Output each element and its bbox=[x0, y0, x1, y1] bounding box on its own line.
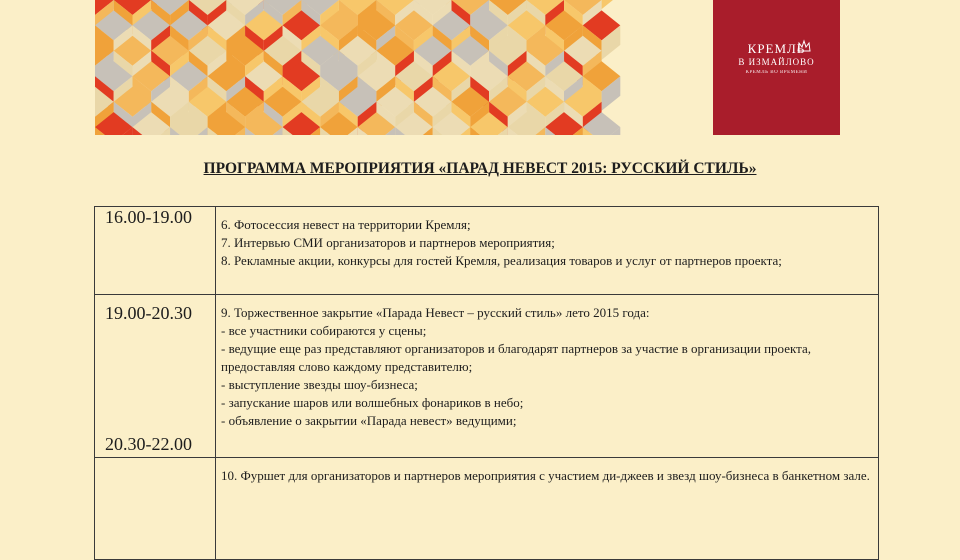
crown-icon bbox=[797, 39, 811, 53]
logo-line-3: КРЕМЛЬ ВО ВРЕМЕНИ bbox=[745, 70, 808, 75]
table-row bbox=[95, 458, 879, 560]
description-line: - все участники собираются у сцены; bbox=[221, 323, 427, 338]
logo-line-1: КРЕМЛЬ bbox=[747, 41, 806, 56]
description-line: - ведущие еще раз представляют организаторов и благодарят партнеров за участие в организации проекта, предоставляя слово каждому представителю; bbox=[221, 341, 811, 374]
program-table bbox=[94, 206, 879, 560]
description-line: 6. Фотосессия невест на территории Кремля; bbox=[221, 217, 471, 232]
header-pattern bbox=[95, 0, 713, 135]
description-cell bbox=[216, 295, 879, 458]
time-label: 19.00-20.30 bbox=[105, 303, 192, 323]
time-label: 16.00-19.00 bbox=[105, 207, 192, 227]
description-line: 7. Интервью СМИ организаторов и партнеров мероприятия; bbox=[221, 235, 555, 250]
description-line: 8. Рекламные акции, конкурсы для гостей Кремля, реализация товаров и услуг от партнеров проекта; bbox=[221, 253, 782, 268]
description-cell bbox=[216, 207, 879, 295]
page-title: ПРОГРАММА МЕРОПРИЯТИЯ «ПАРАД НЕВЕСТ 2015: РУССКИЙ СТИЛЬ» bbox=[203, 160, 757, 177]
description-line: - запускание шаров или волшебных фонариков в небо; bbox=[221, 395, 524, 410]
description-line: - выступление звезды шоу-бизнеса; bbox=[221, 377, 418, 392]
table-row bbox=[95, 207, 879, 295]
logo-line-2: В ИЗМАЙЛОВО bbox=[738, 57, 815, 67]
time-label: 20.30-22.00 bbox=[105, 434, 192, 454]
logo bbox=[713, 0, 840, 135]
description-line: 10. Фуршет для организаторов и партнеров мероприятия с участием ди-джеев и звезд шоу-бизнеса в банкетном зале. bbox=[221, 468, 870, 483]
description-line: - объявление о закрытии «Парада невест» ведущими; bbox=[221, 413, 517, 428]
description-cell bbox=[216, 458, 879, 560]
pattern-facet bbox=[602, 0, 621, 9]
time-cell bbox=[95, 434, 216, 560]
description-line: 9. Торжественное закрытие «Парада Невест – русский стиль» лето 2015 года: bbox=[221, 305, 650, 320]
time-cell bbox=[95, 207, 216, 295]
